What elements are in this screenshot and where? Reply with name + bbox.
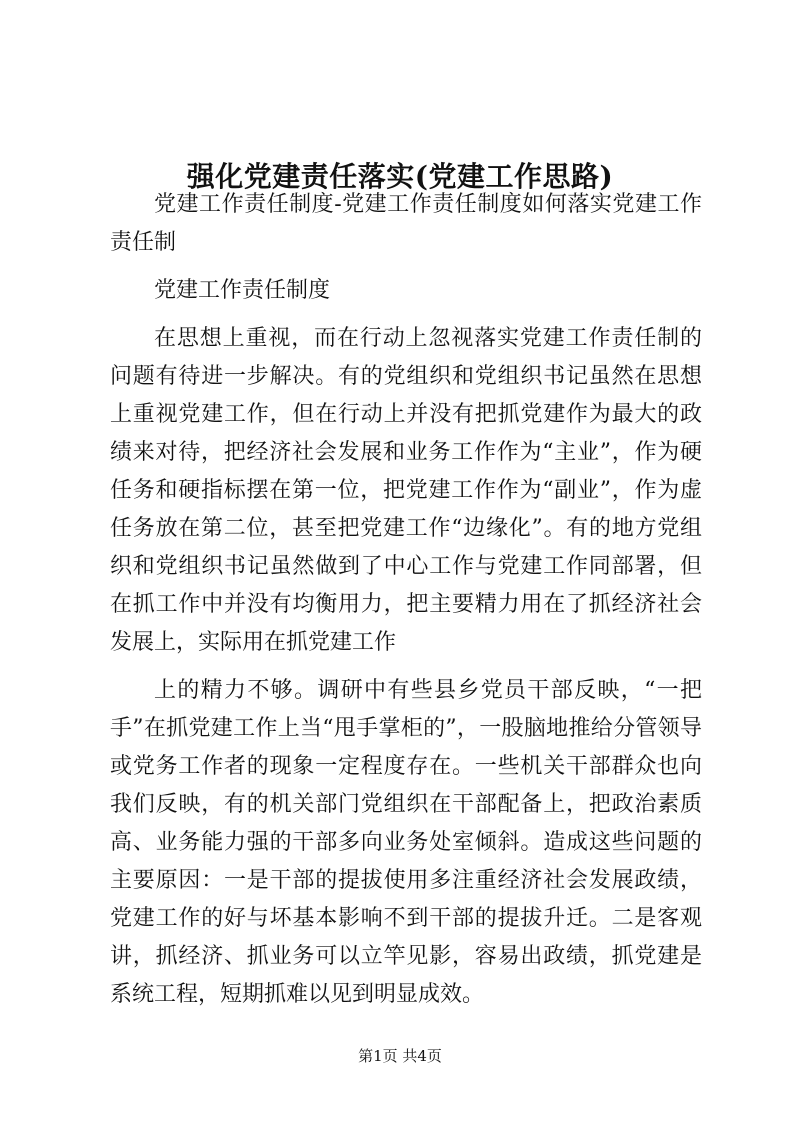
page-number: 第1页 共4页 xyxy=(358,1047,442,1065)
paragraph-heading: 党建工作责任制度 xyxy=(154,278,331,303)
paragraph-body-2: 上的精力不够。调研中有些县乡党员干部反映，“一把手”在抓党建工作上当“甩手掌柜的”，一股脑地推给分管领导或党务工作者的现象一定程度存在。一些机关干部群众也向我们反映，有的机关部门党组织在干部配备上，把政治素质高、业务能力强的干部多向业务处室倾斜。造成这些问题的主要原因：一是干部的提拔使用多注重经济社会发展政绩，党建工作的好与坏基本影响不到干部的提拔升迁。二是客观讲，抓经济、抓业务可以立竿见影，容易出政绩，抓党建是系统工程，短期抓难以见到明显成效。 xyxy=(110,678,702,1007)
paragraph-body-1: 在思想上重视，而在行动上忽视落实党建工作责任制的问题有待进一步解决。有的党组织和党组织书记虽然在思想上重视党建工作，但在行动上并没有把抓党建作为最大的政绩来对待，把经济社会发展和业务工作作为“主业”，作为硬任务和硬指标摆在第一位，把党建工作作为“副业”，作为虚任务放在第二位，甚至把党建工作“边缘化”。有的地方党组织和党组织书记虽然做到了中心工作与党建工作同部署，但在抓工作中并没有均衡用力，把主要精力用在了抓经济社会发展上，实际用在抓党建工作 xyxy=(110,326,702,655)
paragraph-subtitle: 党建工作责任制度-党建工作责任制度如何落实党建工作责任制 xyxy=(110,192,702,255)
document-title: 强化党建责任落实(党建工作思路) xyxy=(186,159,614,193)
document-body xyxy=(110,186,702,1014)
